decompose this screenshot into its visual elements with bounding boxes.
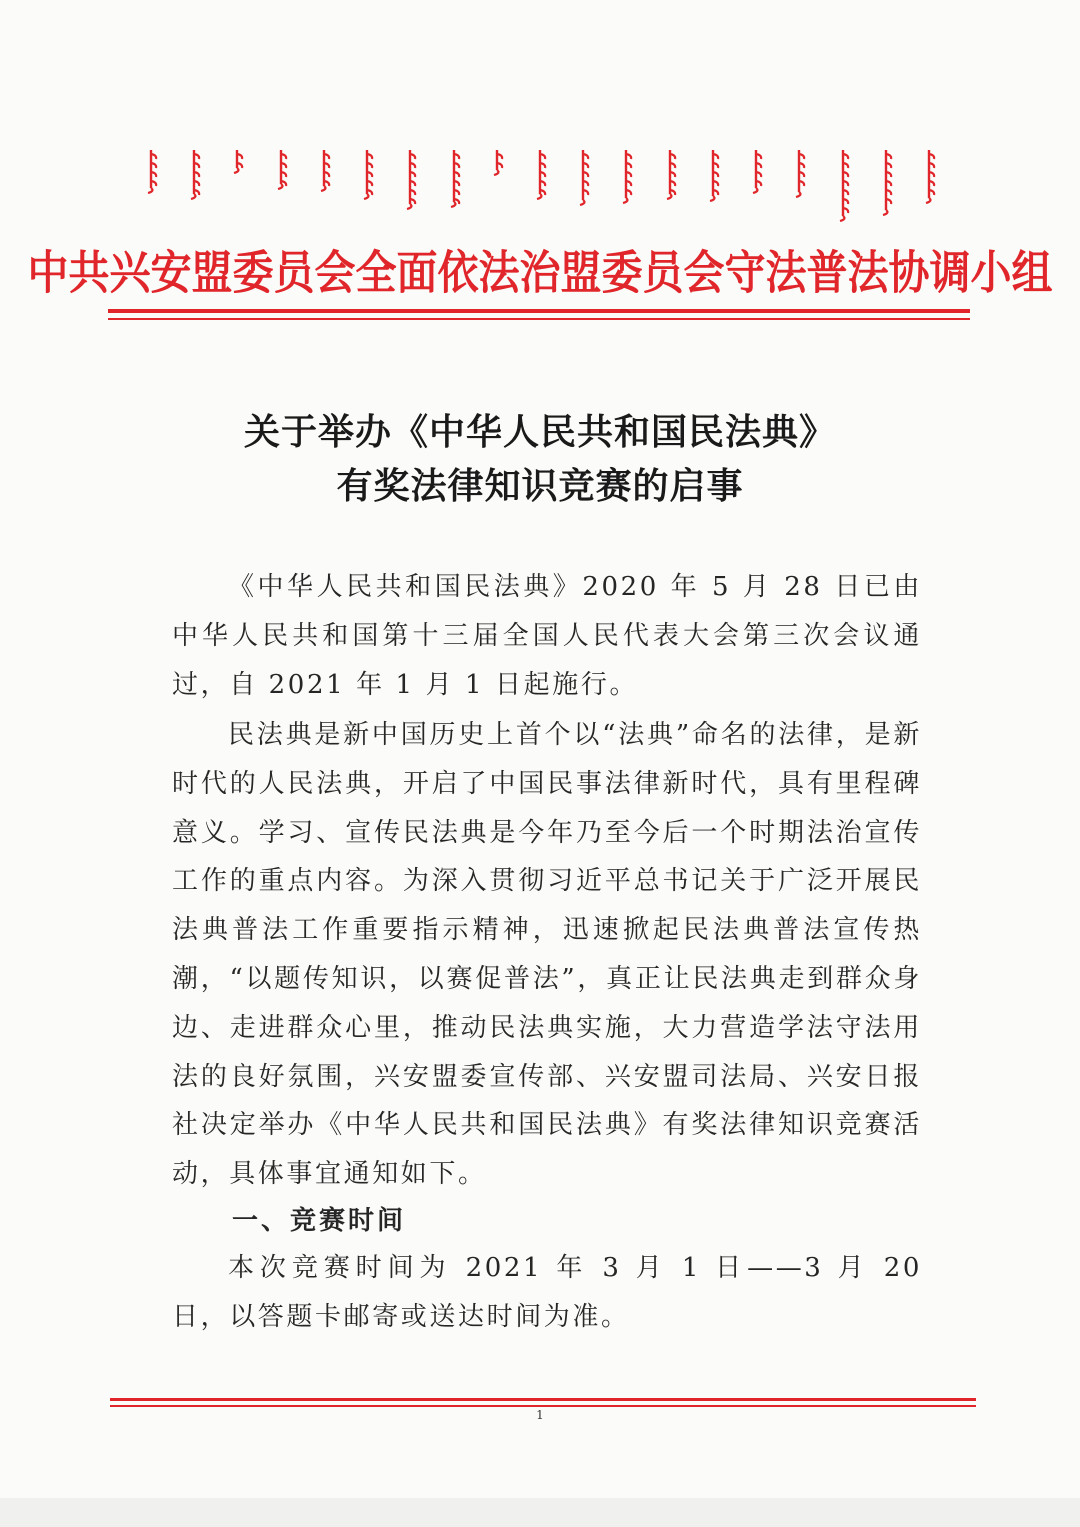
mongolian-glyph xyxy=(918,148,940,204)
document-title-line-2: 有奖法律知识竞赛的启事 xyxy=(336,465,744,507)
header-red-rule-thick xyxy=(108,309,970,313)
mongolian-glyph xyxy=(875,148,897,216)
body-paragraph-2: 民法典是新中国历史上首个以“法典”命名的法律，是新时代的人民法典，开启了中国民事法律新时代，具有里程碑意义。学习、宣传民法典是今年乃至今后一个时期法治宣传工作的重点内容。为深入贯彻习近平总书记关于广泛开展民法典普法工作重要指示精神，迅速掀起民法典普法宣传热潮，“以题传知识，以赛促普法”，真正让民法典走到群众身边、走进群众心里，推动民法典实施，大力营造学法守法用法的良好氛围，兴安盟委宣传部、兴安盟司法局、兴安日报社决定举办《中华人民共和国民法典》有奖法律知识竞赛活动，具体事宜通知如下。 xyxy=(172,720,922,1190)
mongolian-glyph xyxy=(659,148,681,200)
mongolian-glyph xyxy=(270,148,292,190)
section-paragraph-competition-time: 本次竞赛时间为 2021 年 3 月 1 日——3 月 20 日，以答题卡邮寄或送达时间为准。 xyxy=(172,1253,922,1332)
mongolian-glyph xyxy=(313,148,335,192)
mongolian-glyph xyxy=(486,148,508,176)
mongolian-script-header xyxy=(140,148,940,228)
footer-red-rule-thick xyxy=(110,1398,976,1401)
mongolian-glyph xyxy=(745,148,767,194)
mongolian-glyph xyxy=(832,148,854,222)
mongolian-glyph xyxy=(183,148,205,200)
mongolian-glyph xyxy=(140,148,162,194)
mongolian-glyph xyxy=(399,148,421,210)
issuing-organization-title: 中共兴安盟委员会全面依法治盟委员会守法普法协调小组 xyxy=(27,246,1053,300)
mongolian-glyph xyxy=(226,148,248,174)
header-red-rule-thin xyxy=(108,318,970,320)
mongolian-glyph xyxy=(615,148,637,204)
mongolian-glyph xyxy=(702,148,724,202)
body-paragraph-1: 《中华人民共和国民法典》2020 年 5 月 28 日已由中华人民共和国第十三届全国人民代表大会第三次会议通过，自 2021 年 1 月 1 日起施行。 xyxy=(172,572,922,700)
section-heading-competition-time: 一、竞赛时间 xyxy=(232,1206,407,1236)
mongolian-glyph xyxy=(529,148,551,200)
mongolian-glyph xyxy=(356,148,378,200)
document-title-line-1: 关于举办《中华人民共和国民法典》 xyxy=(243,411,836,453)
mongolian-glyph xyxy=(788,148,810,198)
footer-red-rule-thin xyxy=(110,1405,976,1407)
page-number: 1 xyxy=(536,1408,544,1422)
mongolian-glyph xyxy=(443,148,465,208)
mongolian-glyph xyxy=(572,148,594,206)
scan-bottom-edge xyxy=(0,1498,1080,1527)
